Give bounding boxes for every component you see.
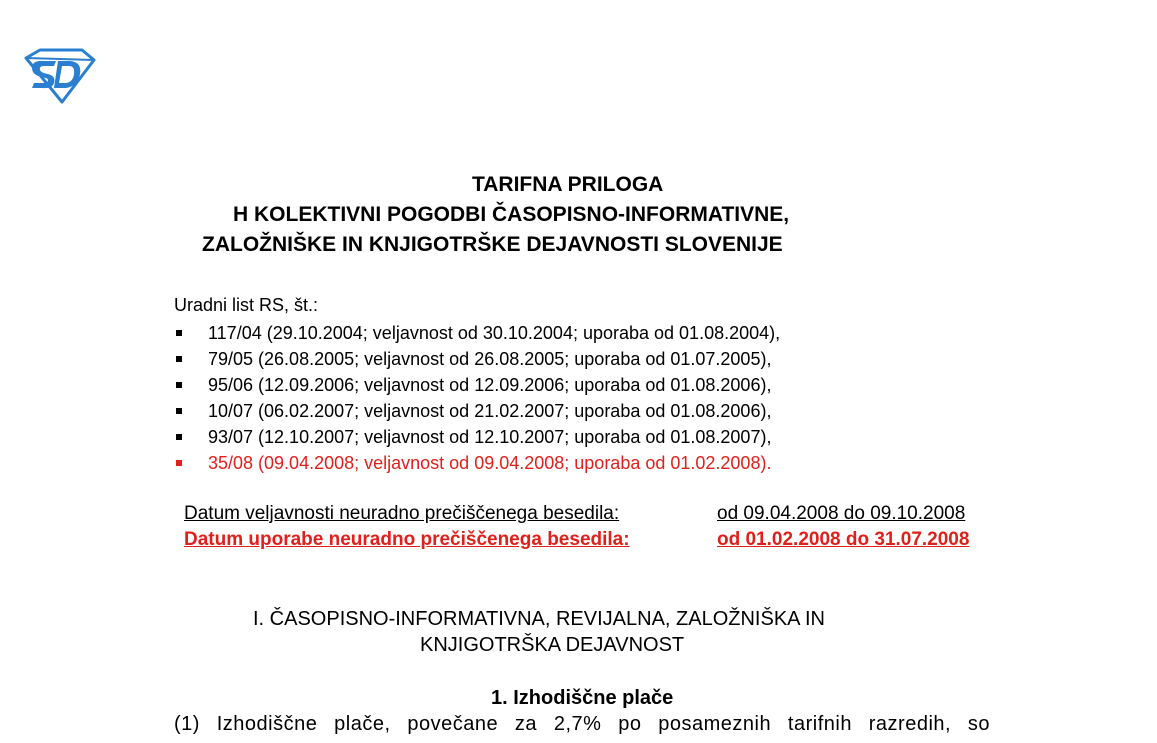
validity-date-label: Datum veljavnosti neuradno prečiščenega besedila: (184, 503, 620, 524)
gazette-reference-text: 95/06 (12.09.2006; veljavnost od 12.09.2006; uporaba od 01.08.2006), (208, 375, 772, 395)
square-bullet-icon (176, 356, 182, 362)
section-heading-line-2: KNJIGOTRŠKA DEJAVNOST (420, 634, 685, 656)
gazette-reference-item (174, 346, 780, 372)
sd-shield-logo-icon (22, 48, 96, 104)
gazette-reference-list (174, 320, 780, 476)
document-title-line-1: TARIFNA PRILOGA (472, 173, 664, 196)
gazette-reference-item (174, 372, 780, 398)
gazette-reference-item-current (174, 450, 780, 476)
gazette-reference-item (174, 424, 780, 450)
gazette-reference-item (174, 398, 780, 424)
gazette-reference-text: 117/04 (29.10.2004; veljavnost od 30.10.2004; uporaba od 01.08.2004), (208, 323, 781, 343)
gazette-reference-text: 35/08 (09.04.2008; veljavnost od 09.04.2008; uporaba od 01.02.2008). (208, 453, 772, 473)
subsection-heading: 1. Izhodiščne plače (491, 687, 674, 709)
application-date-label: Datum uporabe neuradno prečiščenega besedila: (184, 529, 630, 550)
application-date-value: od 01.02.2008 do 31.07.2008 (717, 529, 970, 550)
gazette-label: Uradni list RS, št.: (174, 295, 319, 315)
square-bullet-icon (176, 434, 182, 440)
validity-date-value: od 09.04.2008 do 09.10.2008 (717, 503, 966, 524)
gazette-reference-text: 93/07 (12.10.2007; veljavnost od 12.10.2007; uporaba od 01.08.2007), (208, 427, 772, 447)
section-heading-line-1: I. ČASOPISNO-INFORMATIVNA, REVIJALNA, ZALOŽNIŠKA IN (253, 608, 825, 630)
gazette-reference-text: 79/05 (26.08.2005; veljavnost od 26.08.2005; uporaba od 01.07.2005), (208, 349, 772, 369)
square-bullet-icon (176, 408, 182, 414)
document-title-line-3: ZALOŽNIŠKE IN KNJIGOTRŠKE DEJAVNOSTI SLOVENIJE (202, 233, 783, 256)
gazette-reference-text: 10/07 (06.02.2007; veljavnost od 21.02.2007; uporaba od 01.08.2006), (208, 401, 772, 421)
square-bullet-icon (176, 330, 182, 336)
square-bullet-icon (176, 460, 182, 466)
square-bullet-icon (176, 382, 182, 388)
body-paragraph: (1) Izhodiščne plače, povečane za 2,7% po posameznih tarifnih razredih, so (174, 713, 990, 735)
gazette-reference-item (174, 320, 780, 346)
document-title-line-2: H KOLEKTIVNI POGODBI ČASOPISNO-INFORMATIVNE, (233, 203, 790, 226)
